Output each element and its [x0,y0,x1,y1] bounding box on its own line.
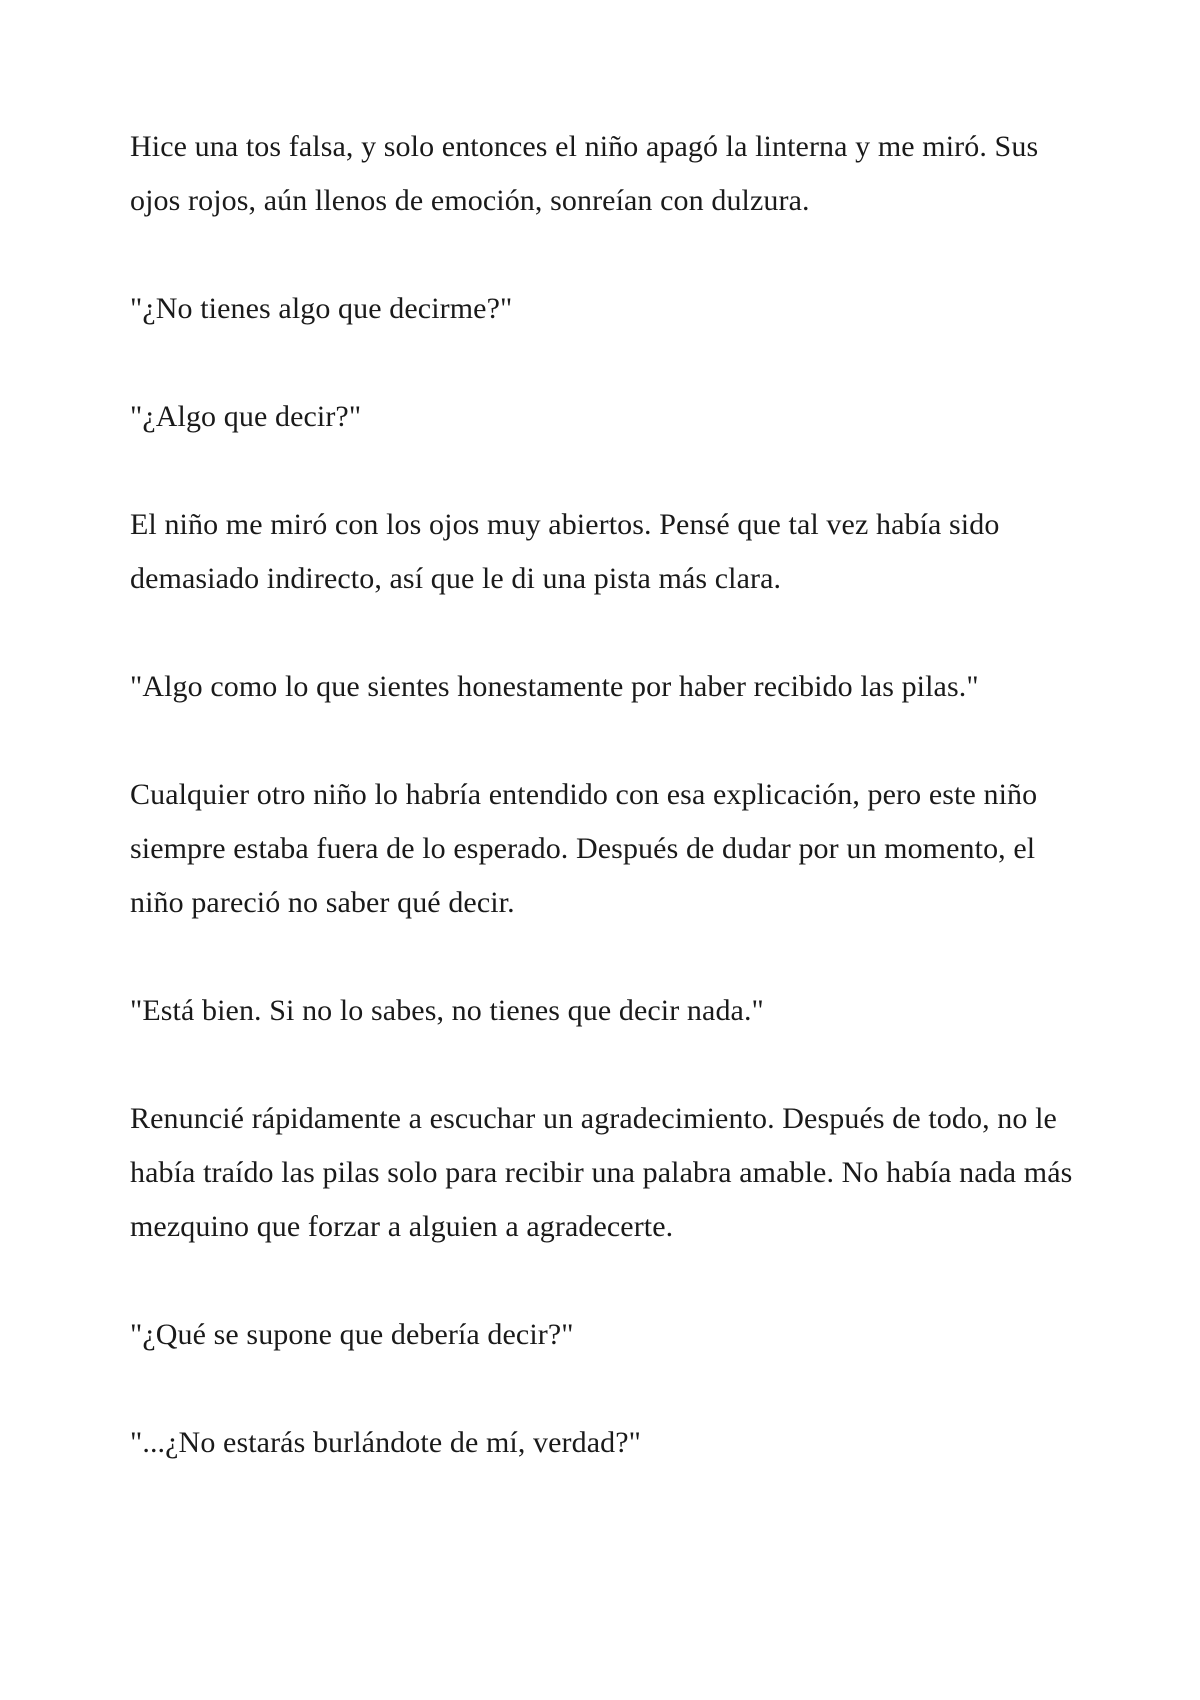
paragraph-6: Cualquier otro niño lo habría entendido con esa explicación, pero este niño siempre estaba fuera de lo esperado. Después de dudar por un momento, el niño pareció no saber qué decir. [130,778,1038,919]
paragraph-7-dialogue: "Está bien. Si no lo sabes, no tienes que decir nada." [130,994,764,1027]
paragraph-10-dialogue: "...¿No estarás burlándote de mí, verdad?" [130,1426,642,1459]
paragraph-9-dialogue: "¿Qué se supone que debería decir?" [130,1318,574,1351]
document-body [130,120,1090,1524]
paragraph-3-dialogue: "¿Algo que decir?" [130,400,362,433]
paragraph-2-dialogue: "¿No tienes algo que decirme?" [130,292,513,325]
paragraph-4: El niño me miró con los ojos muy abiertos. Pensé que tal vez había sido demasiado indirecto, así que le di una pista más clara. [130,508,1000,595]
paragraph-8: Renuncié rápidamente a escuchar un agradecimiento. Después de todo, no le había traído las pilas solo para recibir una palabra amable. No había nada más mezquino que forzar a alguien a agradecerte. [130,1102,1073,1243]
paragraph-5-dialogue: "Algo como lo que sientes honestamente por haber recibido las pilas." [130,670,979,703]
paragraph-1: Hice una tos falsa, y solo entonces el niño apagó la linterna y me miró. Sus ojos rojos, aún llenos de emoción, sonreían con dulzura. [130,130,1039,217]
